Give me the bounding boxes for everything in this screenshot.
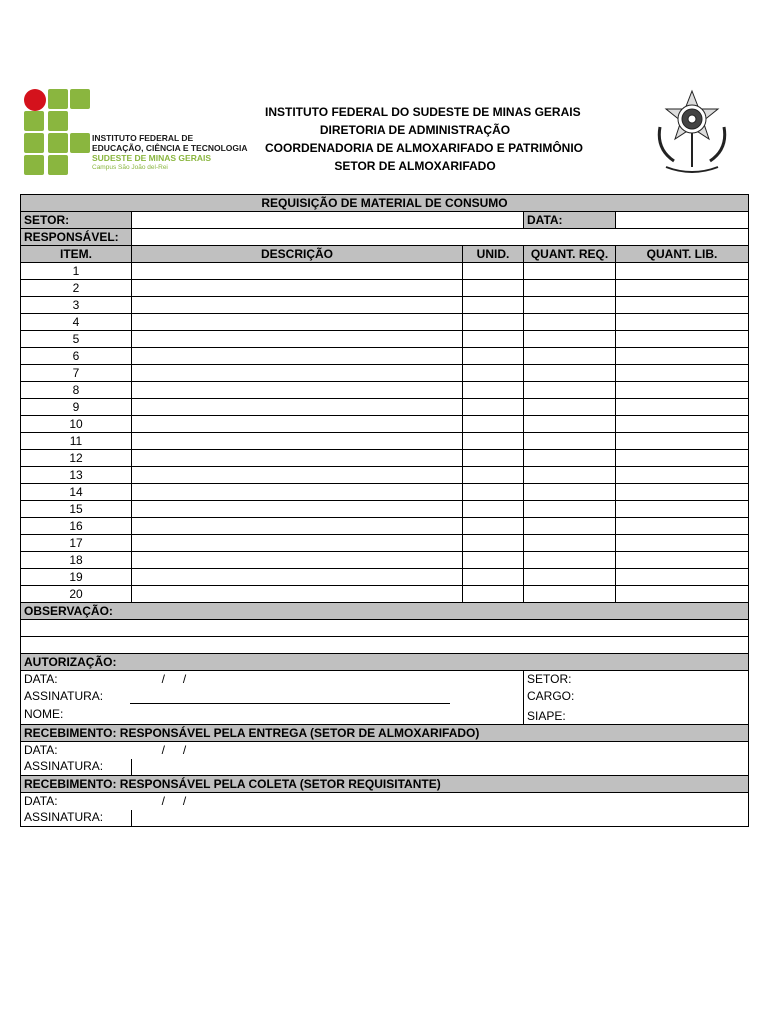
quant-req-cell[interactable] xyxy=(524,348,616,365)
date-separator: / xyxy=(161,742,165,757)
descricao-cell[interactable] xyxy=(132,348,463,365)
setor-field[interactable] xyxy=(132,212,524,229)
autorizacao-assinatura-label: ASSINATURA: xyxy=(24,688,104,703)
unid-cell[interactable] xyxy=(463,280,524,297)
quant-lib-cell[interactable] xyxy=(616,331,749,348)
item-row xyxy=(21,331,749,348)
autorizacao-assinatura-row[interactable] xyxy=(21,688,524,705)
quant-req-cell[interactable] xyxy=(524,280,616,297)
item-number: 19 xyxy=(21,569,132,586)
signature-line xyxy=(130,693,450,704)
item-number: 8 xyxy=(21,382,132,399)
quant-req-cell[interactable] xyxy=(524,552,616,569)
unid-cell[interactable] xyxy=(463,297,524,314)
institution-line: SETOR DE ALMOXARIFADO xyxy=(334,159,496,173)
descricao-cell[interactable] xyxy=(132,365,463,382)
descricao-cell[interactable] xyxy=(132,331,463,348)
entrega-assinatura-label: ASSINATURA: xyxy=(21,759,132,776)
data-label: DATA: xyxy=(524,212,616,229)
col-descricao-header: DESCRIÇÃO xyxy=(132,246,463,263)
descricao-cell[interactable] xyxy=(132,535,463,552)
item-number: 16 xyxy=(21,518,132,535)
autorizacao-siape-label: SIAPE: xyxy=(527,709,566,723)
item-row xyxy=(21,382,749,399)
item-row xyxy=(21,263,749,280)
observacao-label: OBSERVAÇÃO: xyxy=(21,603,749,620)
quant-lib-cell[interactable] xyxy=(616,263,749,280)
item-number: 20 xyxy=(21,586,132,603)
quant-lib-cell[interactable] xyxy=(616,484,749,501)
autorizacao-nome-label: NOME: xyxy=(24,706,64,721)
item-row xyxy=(21,433,749,450)
unid-cell[interactable] xyxy=(463,586,524,603)
recebimento-entrega-title: RECEBIMENTO: RESPONSÁVEL PELA ENTREGA (SETOR DE ALMOXARIFADO) xyxy=(21,725,749,742)
item-row xyxy=(21,484,749,501)
quant-req-cell[interactable] xyxy=(524,331,616,348)
descricao-cell[interactable] xyxy=(132,297,463,314)
quant-lib-cell[interactable] xyxy=(616,450,749,467)
item-row xyxy=(21,518,749,535)
institution-logo xyxy=(24,89,264,179)
institution-heading xyxy=(265,103,583,175)
logo-text-line3: SUDESTE DE MINAS GERAIS xyxy=(92,153,212,163)
quant-req-cell[interactable] xyxy=(524,501,616,518)
form-title: REQUISIÇÃO DE MATERIAL DE CONSUMO xyxy=(21,195,749,212)
coleta-assinatura-field[interactable] xyxy=(132,810,749,827)
quant-lib-cell[interactable] xyxy=(616,365,749,382)
descricao-cell[interactable] xyxy=(132,263,463,280)
observacao-field[interactable] xyxy=(21,620,749,637)
unid-cell[interactable] xyxy=(463,416,524,433)
item-number: 12 xyxy=(21,450,132,467)
quant-lib-cell[interactable] xyxy=(616,314,749,331)
descricao-cell[interactable] xyxy=(132,467,463,484)
date-separator: / xyxy=(182,793,187,808)
entrega-data-label: DATA: xyxy=(24,742,58,757)
descricao-cell[interactable] xyxy=(132,433,463,450)
col-quant-req-header: QUANT. REQ. xyxy=(524,246,616,263)
quant-req-cell[interactable] xyxy=(524,467,616,484)
date-separator: / xyxy=(161,671,165,686)
item-number: 2 xyxy=(21,280,132,297)
quant-req-cell[interactable] xyxy=(524,314,616,331)
descricao-cell[interactable] xyxy=(132,450,463,467)
item-number: 6 xyxy=(21,348,132,365)
item-row xyxy=(21,348,749,365)
autorizacao-data-label: DATA: xyxy=(24,671,58,686)
descricao-cell[interactable] xyxy=(132,314,463,331)
responsavel-label: RESPONSÁVEL: xyxy=(21,229,132,246)
unid-cell[interactable] xyxy=(463,484,524,501)
quant-lib-cell[interactable] xyxy=(616,348,749,365)
descricao-cell[interactable] xyxy=(132,501,463,518)
responsavel-field[interactable] xyxy=(132,229,749,246)
date-separator: / xyxy=(161,793,165,808)
item-number: 18 xyxy=(21,552,132,569)
recebimento-coleta-title: RECEBIMENTO: RESPONSÁVEL PELA COLETA (SETOR REQUISITANTE) xyxy=(21,776,749,793)
autorizacao-cargo-label: CARGO: xyxy=(527,688,575,703)
autorizacao-siape-cell[interactable] xyxy=(524,705,749,725)
quant-lib-cell[interactable] xyxy=(616,382,749,399)
quant-req-cell[interactable] xyxy=(524,484,616,501)
item-row xyxy=(21,365,749,382)
unid-cell[interactable] xyxy=(463,399,524,416)
autorizacao-setor-label: SETOR: xyxy=(527,671,572,686)
logo-text-line1: INSTITUTO FEDERAL DE xyxy=(92,133,194,143)
unid-cell[interactable] xyxy=(463,433,524,450)
institution-line: COORDENADORIA DE ALMOXARIFADO E PATRIMÔNIO xyxy=(265,141,583,155)
logo-text-line2: EDUCAÇÃO, CIÊNCIA E TECNOLOGIA xyxy=(92,143,248,153)
quant-req-cell[interactable] xyxy=(524,569,616,586)
item-number: 7 xyxy=(21,365,132,382)
item-number: 4 xyxy=(21,314,132,331)
quant-req-cell[interactable] xyxy=(524,433,616,450)
quant-lib-cell[interactable] xyxy=(616,501,749,518)
quant-lib-cell[interactable] xyxy=(616,586,749,603)
item-number: 3 xyxy=(21,297,132,314)
autorizacao-cargo-cell[interactable] xyxy=(524,688,749,705)
quant-lib-cell[interactable] xyxy=(616,433,749,450)
coleta-data-row[interactable] xyxy=(21,793,749,810)
quant-lib-cell[interactable] xyxy=(616,535,749,552)
item-rows xyxy=(21,263,749,603)
item-number: 9 xyxy=(21,399,132,416)
item-row xyxy=(21,535,749,552)
item-row xyxy=(21,450,749,467)
col-quant-lib-header: QUANT. LIB. xyxy=(616,246,749,263)
col-unid-header: UNID. xyxy=(463,246,524,263)
setor-label: SETOR: xyxy=(21,212,132,229)
unid-cell[interactable] xyxy=(463,552,524,569)
unid-cell[interactable] xyxy=(463,382,524,399)
date-separator: / xyxy=(182,742,187,757)
quant-req-cell[interactable] xyxy=(524,297,616,314)
data-field[interactable] xyxy=(616,212,749,229)
date-separator: / xyxy=(182,671,187,686)
entrega-data-row[interactable] xyxy=(21,742,749,759)
unid-cell[interactable] xyxy=(463,569,524,586)
descricao-cell[interactable] xyxy=(132,552,463,569)
logo-text-line4: Campus São João del-Rei xyxy=(92,164,168,171)
item-row xyxy=(21,501,749,518)
item-number: 14 xyxy=(21,484,132,501)
quant-req-cell[interactable] xyxy=(524,365,616,382)
item-number: 13 xyxy=(21,467,132,484)
quant-lib-cell[interactable] xyxy=(616,280,749,297)
item-number: 11 xyxy=(21,433,132,450)
quant-req-cell[interactable] xyxy=(524,382,616,399)
quant-req-cell[interactable] xyxy=(524,450,616,467)
descricao-cell[interactable] xyxy=(132,382,463,399)
quant-req-cell[interactable] xyxy=(524,535,616,552)
coleta-data-label: DATA: xyxy=(24,793,58,808)
item-number: 1 xyxy=(21,263,132,280)
item-row xyxy=(21,297,749,314)
autorizacao-title: AUTORIZAÇÃO: xyxy=(21,654,749,671)
item-row xyxy=(21,467,749,484)
item-row xyxy=(21,569,749,586)
observacao-field[interactable] xyxy=(21,637,749,654)
unid-cell[interactable] xyxy=(463,467,524,484)
quant-lib-cell[interactable] xyxy=(616,399,749,416)
item-row xyxy=(21,552,749,569)
quant-lib-cell[interactable] xyxy=(616,569,749,586)
item-row xyxy=(21,399,749,416)
institution-line: DIRETORIA DE ADMINISTRAÇÃO xyxy=(319,123,511,137)
item-row xyxy=(21,314,749,331)
quant-req-cell[interactable] xyxy=(524,586,616,603)
item-number: 17 xyxy=(21,535,132,552)
unid-cell[interactable] xyxy=(463,331,524,348)
unid-cell[interactable] xyxy=(463,501,524,518)
descricao-cell[interactable] xyxy=(132,518,463,535)
item-number: 15 xyxy=(21,501,132,518)
autorizacao-setor-cell[interactable] xyxy=(524,671,749,688)
col-item-header: ITEM. xyxy=(21,246,132,263)
unid-cell[interactable] xyxy=(463,518,524,535)
document-header xyxy=(20,85,748,180)
institution-line: INSTITUTO FEDERAL DO SUDESTE DE MINAS GERAIS xyxy=(265,105,581,119)
autorizacao-nome-row[interactable] xyxy=(21,705,524,725)
descricao-cell[interactable] xyxy=(132,569,463,586)
coleta-assinatura-label: ASSINATURA: xyxy=(21,810,132,827)
descricao-cell[interactable] xyxy=(132,280,463,297)
descricao-cell[interactable] xyxy=(132,586,463,603)
descricao-cell[interactable] xyxy=(132,399,463,416)
unid-cell[interactable] xyxy=(463,535,524,552)
entrega-assinatura-field[interactable] xyxy=(132,759,749,776)
autorizacao-data-row[interactable] xyxy=(21,671,524,688)
quant-lib-cell[interactable] xyxy=(616,518,749,535)
unid-cell[interactable] xyxy=(463,348,524,365)
unid-cell[interactable] xyxy=(463,314,524,331)
national-seal-icon xyxy=(652,87,732,179)
item-row xyxy=(21,416,749,433)
item-number: 10 xyxy=(21,416,132,433)
item-row xyxy=(21,280,749,297)
column-header-row xyxy=(21,246,749,263)
unid-cell[interactable] xyxy=(463,263,524,280)
quant-req-cell[interactable] xyxy=(524,416,616,433)
unid-cell[interactable] xyxy=(463,365,524,382)
requisition-form xyxy=(20,194,749,827)
quant-lib-cell[interactable] xyxy=(616,552,749,569)
descricao-cell[interactable] xyxy=(132,416,463,433)
unid-cell[interactable] xyxy=(463,450,524,467)
quant-lib-cell[interactable] xyxy=(616,297,749,314)
item-row xyxy=(21,586,749,603)
quant-req-cell[interactable] xyxy=(524,518,616,535)
item-number: 5 xyxy=(21,331,132,348)
quant-req-cell[interactable] xyxy=(524,263,616,280)
quant-lib-cell[interactable] xyxy=(616,467,749,484)
quant-lib-cell[interactable] xyxy=(616,416,749,433)
descricao-cell[interactable] xyxy=(132,484,463,501)
quant-req-cell[interactable] xyxy=(524,399,616,416)
logo-red-dot xyxy=(24,89,46,111)
